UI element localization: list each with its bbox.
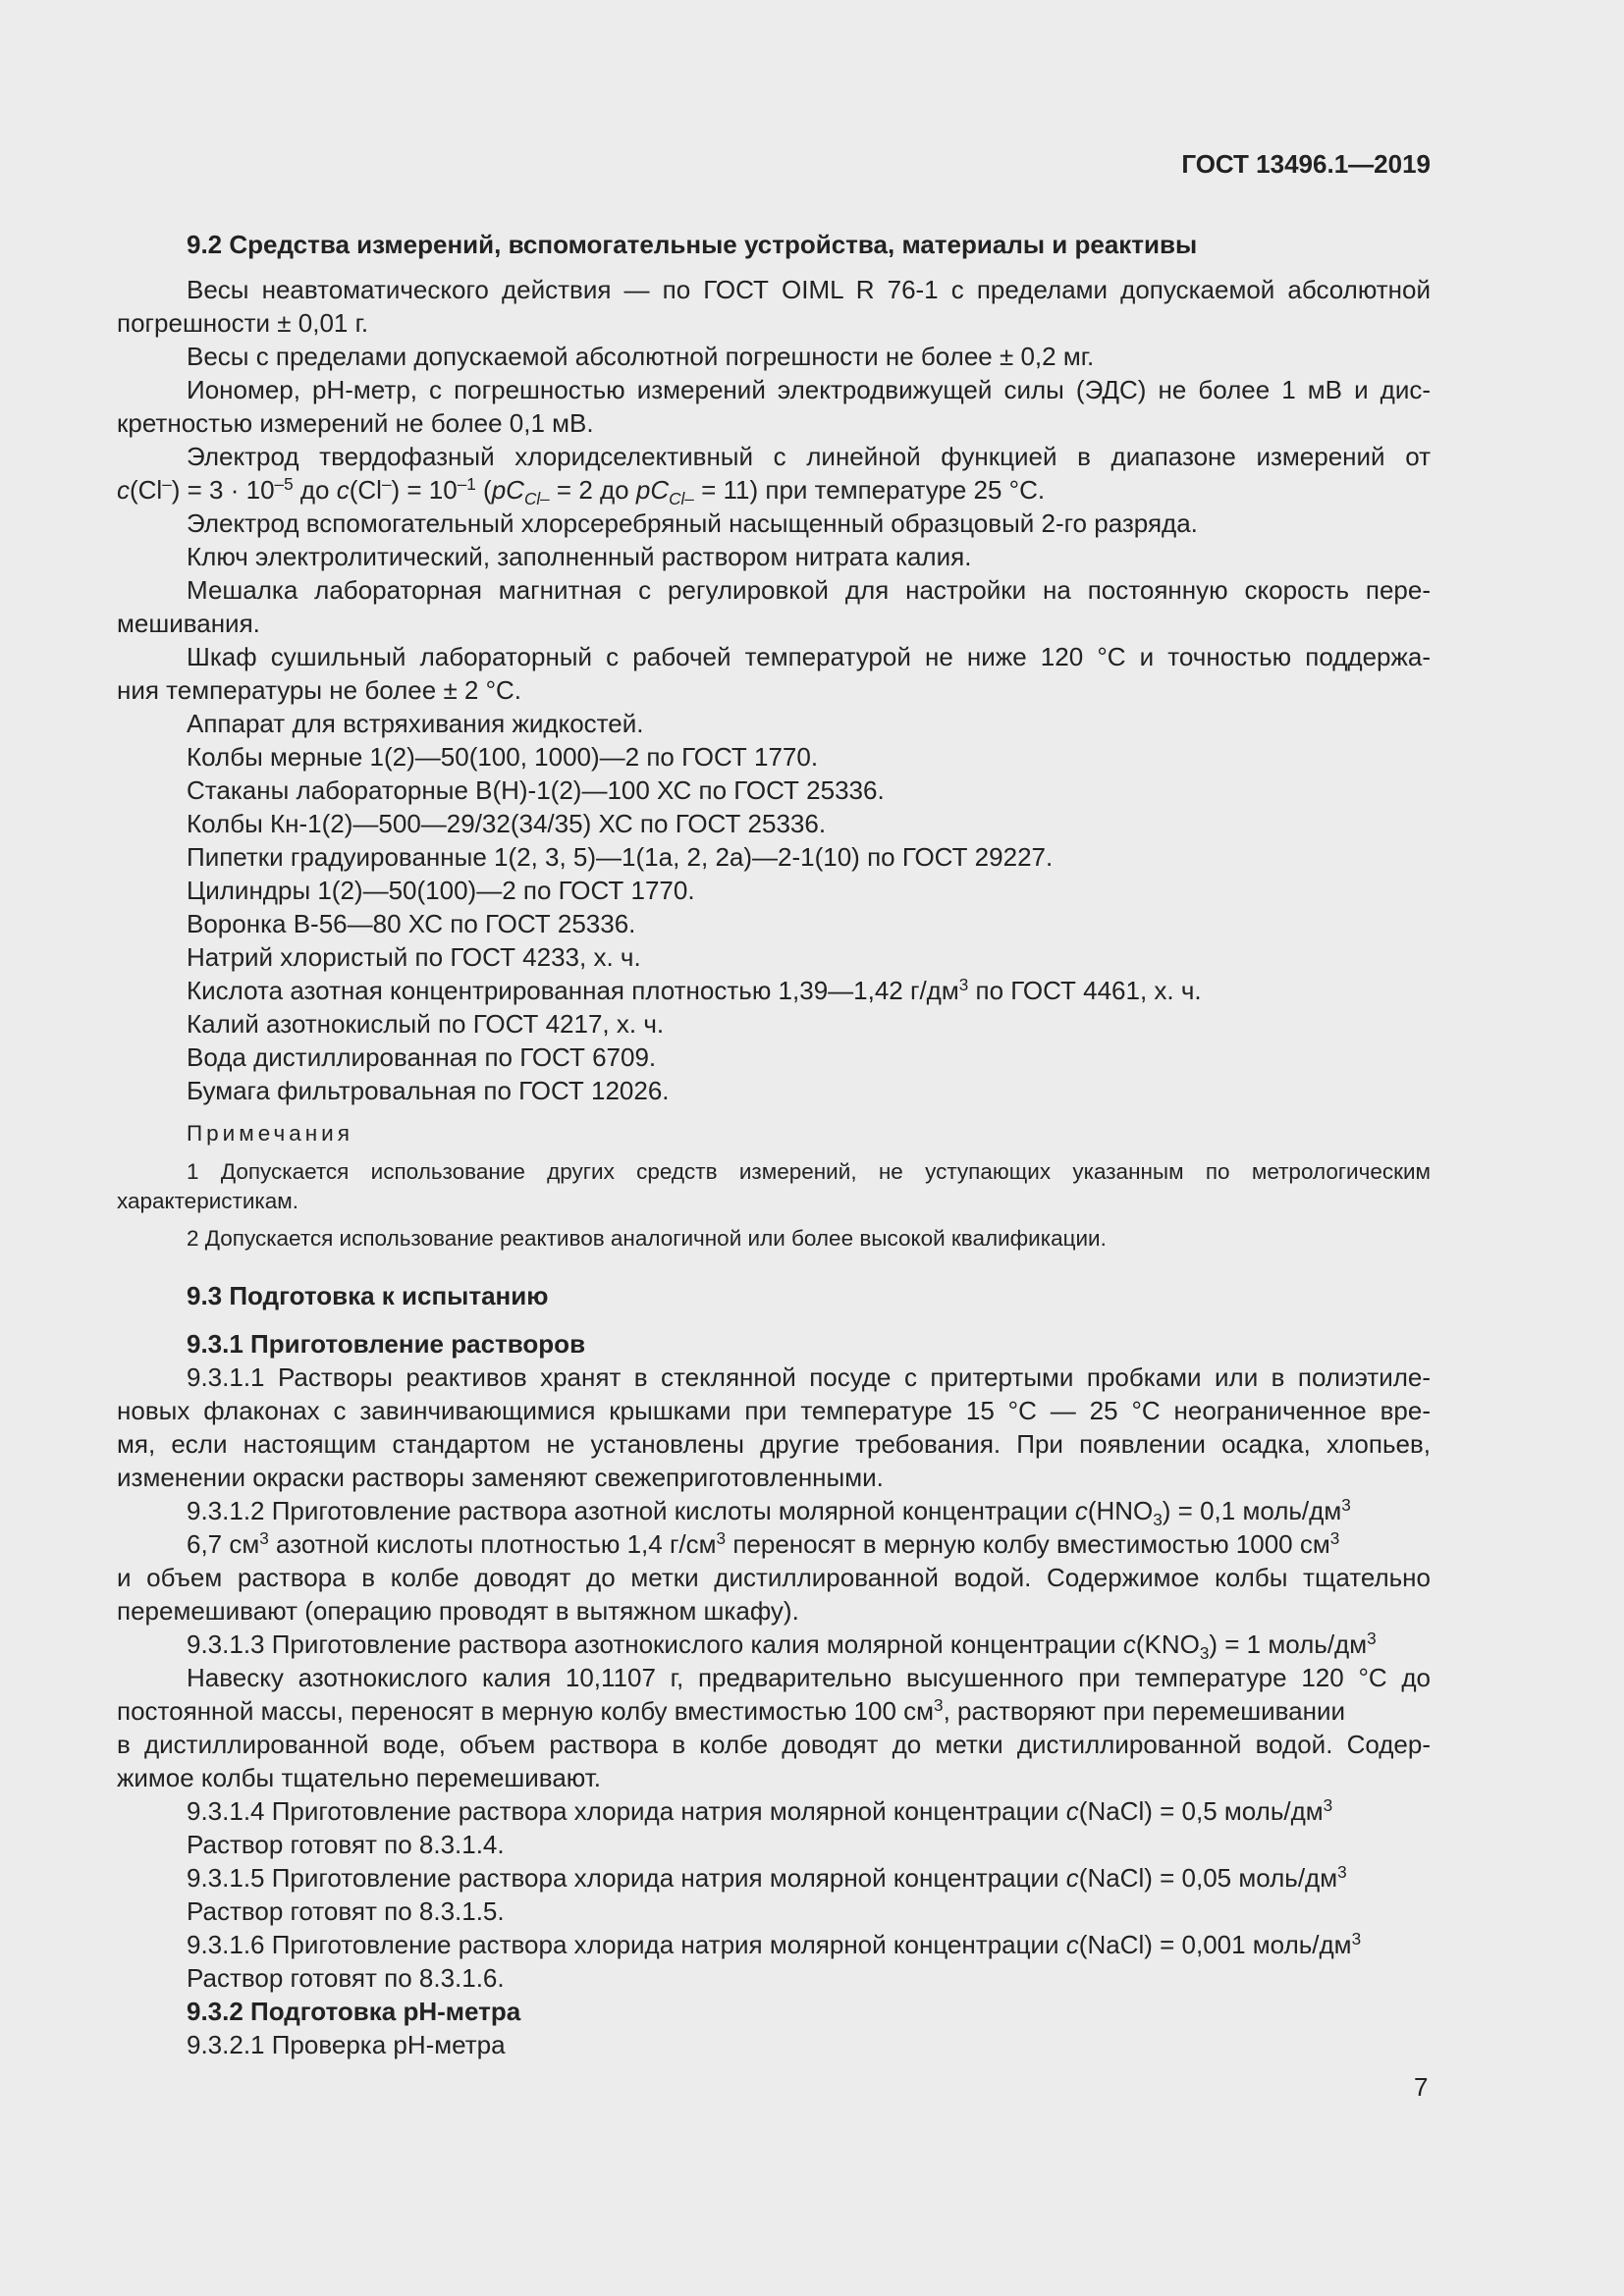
paragraph-line: новых флаконах с завинчивающимися крышками при температуре 15 °С — 25 °С неограниченное вре-	[117, 1396, 1431, 1425]
list-item: Пипетки градуированные 1(2, 3, 5)—1(1а, 2, 2а)—2-1(10) по ГОСТ 29227.	[187, 842, 1054, 872]
paragraph-line: изменении окраски растворы заменяют свежеприготовленными.	[117, 1463, 884, 1492]
list-item: Натрий хлористый по ГОСТ 4233, х. ч.	[187, 942, 641, 972]
paragraph-line: 6,7 $см^3$ азотной кислоты плотностью 1,4 $г/см^3$ переносят в мерную колбу вместимостью 1000 $см^3$	[187, 1527, 1340, 1559]
paragraph-line: Ключ электролитический, заполненный раствором нитрата калия.	[187, 542, 972, 571]
paragraph-line: перемешивают (операцию проводят в вытяжном шкафу).	[117, 1596, 799, 1626]
paragraph-line: 9.3.1.2 Приготовление раствора азотной кислоты молярной концентрации $c(HNO_3) = 0,1$ моль/$дм^3$	[187, 1494, 1351, 1529]
list-item: Колбы мерные 1(2)—50(100, 1000)—2 по ГОСТ 1770.	[187, 742, 819, 772]
paragraph-line: Весы с пределами допускаемой абсолютной погрешности не более ± 0,2 мг.	[187, 342, 1095, 371]
document-code-header: ГОСТ 13496.1—2019	[1181, 149, 1431, 179]
note-line: характеристикам.	[117, 1189, 298, 1213]
paragraph-line: кретностью измерений не более 0,1 мВ.	[117, 408, 594, 438]
section-heading-9-3: 9.3 Подготовка к испытанию	[187, 1281, 549, 1310]
note-line: 2 Допускается использование реактивов аналогичной или более высокой квалификации.	[187, 1226, 1107, 1251]
paragraph-line: 9.3.2.1 Проверка рН-метра	[187, 2030, 506, 2059]
paragraph-line: Шкаф сушильный лабораторный с рабочей температурой не ниже 120 °С и точностью поддержа-	[187, 642, 1431, 671]
list-item: Цилиндры 1(2)—50(100)—2 по ГОСТ 1770.	[187, 876, 695, 905]
list-item: Стаканы лабораторные В(Н)-1(2)—100 ХС по ГОСТ 25336.	[187, 775, 885, 805]
paragraph-line: Раствор готовят по 8.3.1.4.	[187, 1830, 505, 1859]
paragraph-line: Раствор готовят по 8.3.1.5.	[187, 1896, 505, 1926]
list-item: Воронка В-56—80 ХС по ГОСТ 25336.	[187, 909, 636, 938]
paragraph-line: 9.3.1.5 Приготовление раствора хлорида натрия молярной концентрации c(NaCl) = 0,05 моль/$дм^3$	[187, 1861, 1347, 1893]
paragraph-line: Мешалка лабораторная магнитная с регулировкой для настройки на постоянную скорость пере-	[187, 575, 1431, 605]
page-number: 7	[1414, 2072, 1429, 2102]
paragraph-line: Электрод твердофазный хлоридселективный с линейной функцией в диапазоне измерений от	[187, 442, 1431, 471]
paragraph-line: 9.3.1.6 Приготовление раствора хлорида натрия молярной концентрации c(NaCl) = 0,001 моль/$дм^3$	[187, 1928, 1362, 1959]
paragraph-line: 9.3.1.1 Растворы реактивов хранят в стеклянной посуде с притертыми пробками или в полиэтиле-	[187, 1362, 1431, 1392]
paragraph-line: мешивания.	[117, 609, 260, 638]
note-line: 1 Допускается использование других средств измерений, не уступающих указанным по метрологическим	[187, 1159, 1431, 1184]
paragraph-line: в дистиллированной воде, объем раствора в колбе доводят до метки дистиллированной водой. Содер-	[117, 1730, 1431, 1759]
list-item: Калий азотнокислый по ГОСТ 4217, х. ч.	[187, 1009, 665, 1039]
paragraph-line: Весы неавтоматического действия — по ГОСТ OIML R 76-1 с пределами допускаемой абсолютной	[187, 275, 1431, 304]
paragraph-line: 9.3.1.4 Приготовление раствора хлорида натрия молярной концентрации c(NaCl) = 0,5 моль/$дм^3$	[187, 1794, 1333, 1826]
list-item: Кислота азотная концентрированная плотностью 1,39—1,42 $г/дм^3$ по ГОСТ 4461, х. ч.	[187, 974, 1202, 1005]
paragraph-line: постоянной массы, переносят в мерную колбу вместимостью 100 $см^3$, растворяют при перемешивании	[117, 1694, 1346, 1726]
section-heading-9-2: 9.2 Средства измерений, вспомогательные устройства, материалы и реактивы	[187, 230, 1198, 259]
formula-line: $c(Cl^-) = 3 \cdot 10^{-5}$ до $c(Cl^-) = 10^{-1}$ ($pC_{Cl-} = 2$ до $pC_{Cl-} = 11$) при температуре 25 °С.	[117, 473, 1046, 508]
paragraph-line: Раствор готовят по 8.3.1.6.	[187, 1963, 505, 1993]
paragraph-line: погрешности ± 0,01 г.	[117, 308, 369, 338]
list-item: Аппарат для встряхивания жидкостей.	[187, 709, 644, 738]
paragraph-line: Иономер, рН-метр, с погрешностью измерений электродвижущей силы (ЭДС) не более 1 мВ и дис-	[187, 375, 1431, 404]
list-item: Колбы Кн-1(2)—500—29/32(34/35) ХС по ГОСТ 25336.	[187, 809, 827, 838]
paragraph-line: жимое колбы тщательно перемешивают.	[117, 1763, 601, 1792]
paragraph-line: 9.3.1.3 Приготовление раствора азотнокислого калия молярной концентрации $c(KNO_3) = 1$ моль/$дм^3$	[187, 1628, 1377, 1663]
subsection-heading-9-3-2: 9.3.2 Подготовка рН-метра	[187, 1997, 521, 2026]
list-item: Вода дистиллированная по ГОСТ 6709.	[187, 1042, 657, 1072]
notes-title: Примечания	[187, 1121, 353, 1146]
paragraph-line: мя, если настоящим стандартом не установлены другие требования. При появлении осадка, хлопьев,	[117, 1429, 1431, 1459]
list-item: Бумага фильтровальная по ГОСТ 12026.	[187, 1076, 670, 1105]
subsection-heading-9-3-1: 9.3.1 Приготовление растворов	[187, 1329, 586, 1359]
paragraph-line: и объем раствора в колбе доводят до метки дистиллированной водой. Содержимое колбы тщательно	[117, 1563, 1431, 1592]
paragraph-line: Электрод вспомогательный хлорсеребряный насыщенный образцовый 2-го разряда.	[187, 508, 1198, 538]
paragraph-line: Навеску азотнокислого калия 10,1107 г, предварительно высушенного при температуре 120 °С до	[187, 1663, 1431, 1692]
paragraph-line: ния температуры не более ± 2 °С.	[117, 675, 522, 705]
